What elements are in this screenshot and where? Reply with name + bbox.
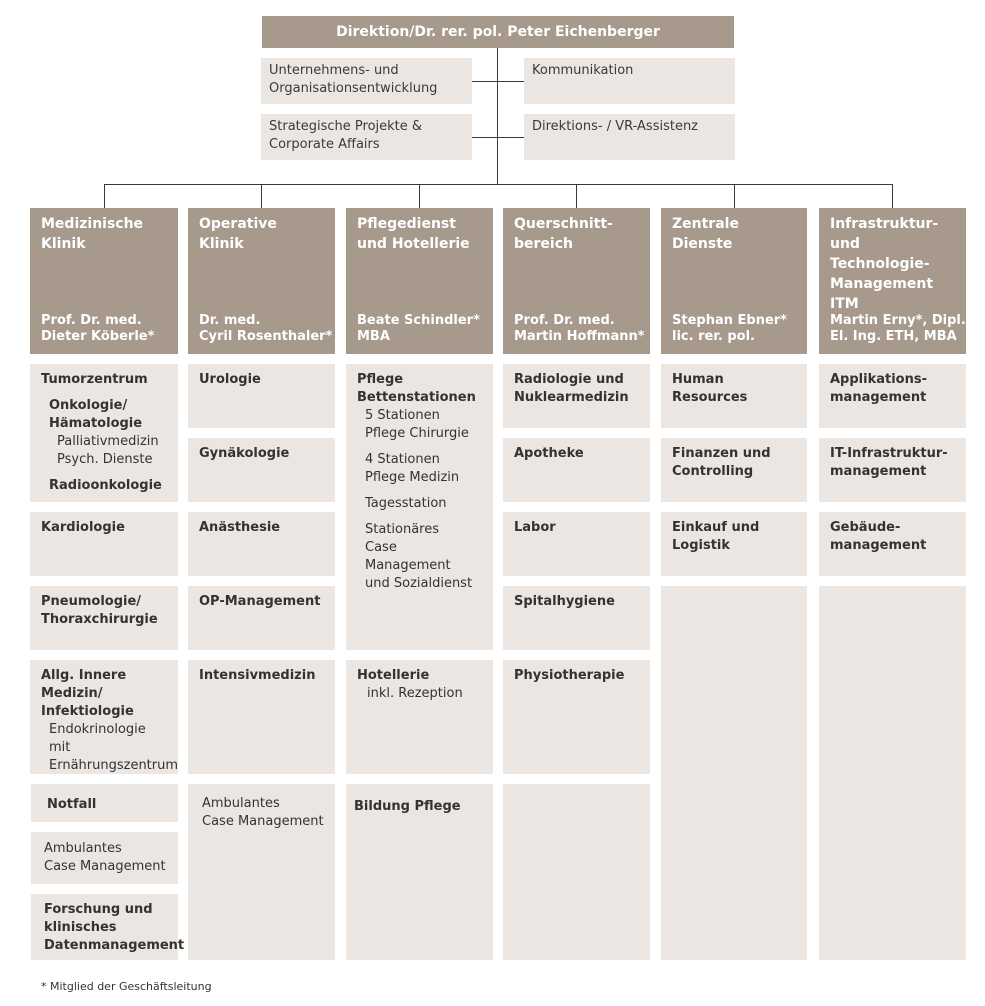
cell-pneumologie: Pneumologie/ Thoraxchirurgie bbox=[30, 586, 178, 650]
connector-staff-right-2 bbox=[498, 137, 524, 138]
cell-ambulantes-case-management-op: Ambulantes Case Management bbox=[188, 784, 335, 960]
header-title: Querschnitt- bereich bbox=[514, 216, 613, 252]
onkologie-label: Onkologie/ Hämatologie bbox=[49, 398, 143, 431]
connector-main-vertical bbox=[497, 48, 498, 185]
cell-applikationsmanagement: Applikations- management bbox=[819, 364, 966, 428]
cell-op-management: OP-Management bbox=[188, 586, 335, 650]
cell-pflege-bettenstationen bbox=[346, 364, 493, 650]
endokrinologie-label: Endokrinologie mit Ernährungszentrum bbox=[49, 722, 179, 773]
cell-empty-col6 bbox=[819, 586, 966, 960]
header-name: Stephan Ebner* lic. rer. pol. bbox=[672, 313, 787, 344]
header-querschnittbereich bbox=[503, 208, 650, 354]
header-itm bbox=[819, 208, 966, 354]
direktion-box bbox=[262, 16, 734, 48]
staff-direktions-assistenz: Direktions- / VR-Assistenz bbox=[524, 114, 735, 160]
header-pflegedienst bbox=[346, 208, 493, 354]
connector-staff-right-1 bbox=[498, 81, 524, 82]
hotellerie-label: Hotellerie bbox=[357, 668, 430, 683]
connector-horizontal bbox=[104, 184, 893, 185]
tagesstation-label: Tagesstation bbox=[365, 496, 447, 511]
cell-anaesthesie: Anästhesie bbox=[188, 512, 335, 576]
tumorzentrum-label: Tumorzentrum bbox=[41, 372, 148, 387]
header-name: Beate Schindler* MBA bbox=[357, 313, 480, 344]
cell-labor: Labor bbox=[503, 512, 650, 576]
cell-notfall: Notfall bbox=[31, 784, 178, 822]
pflege-label: Pflege Bettenstationen bbox=[357, 372, 476, 405]
connector-col-2 bbox=[261, 184, 262, 208]
cell-it-infrastruktur: IT-Infrastruktur- management bbox=[819, 438, 966, 502]
cell-ambulantes-case-management: Ambulantes Case Management bbox=[31, 832, 178, 884]
header-name: Prof. Dr. med. Martin Hoffmann* bbox=[514, 313, 645, 344]
header-zentrale-dienste bbox=[661, 208, 807, 354]
connector-col-1 bbox=[104, 184, 105, 208]
cell-urologie: Urologie bbox=[188, 364, 335, 428]
staff-kommunikation: Kommunikation bbox=[524, 58, 735, 104]
cell-empty-col5 bbox=[661, 586, 807, 960]
cell-kardiologie: Kardiologie bbox=[30, 512, 178, 576]
cell-radiologie: Radiologie und Nuklearmedizin bbox=[503, 364, 650, 428]
cell-human-resources: Human Resources bbox=[661, 364, 807, 428]
connector-staff-left-1 bbox=[472, 81, 497, 82]
radioonkologie-label: Radioonkologie bbox=[49, 478, 162, 493]
cell-gebaeudemanagement: Gebäude- management bbox=[819, 512, 966, 576]
cell-hotellerie bbox=[346, 660, 493, 774]
cell-gynaekologie: Gynäkologie bbox=[188, 438, 335, 502]
header-operative-klinik bbox=[188, 208, 335, 354]
cell-forschung: Forschung und klinisches Datenmanagement bbox=[31, 894, 178, 960]
stationaeres-case-management-label: Stationäres Case Management und Sozialdienst bbox=[365, 522, 473, 591]
cell-tumorzentrum bbox=[30, 364, 178, 502]
cell-apotheke: Apotheke bbox=[503, 438, 650, 502]
onkologie-sub-label: Palliativmedizin Psych. Dienste bbox=[57, 434, 159, 467]
connector-col-6 bbox=[892, 184, 893, 208]
cell-einkauf: Einkauf und Logistik bbox=[661, 512, 807, 576]
rezeption-label: inkl. Rezeption bbox=[367, 686, 463, 701]
header-medizinische-klinik bbox=[30, 208, 178, 354]
header-name: Prof. Dr. med. Dieter Köberle* bbox=[41, 313, 155, 344]
header-title: Zentrale Dienste bbox=[672, 216, 739, 252]
header-title: Infrastruktur- und Technologie- Management ITM bbox=[830, 216, 939, 312]
header-title: Pflegedienst und Hotellerie bbox=[357, 216, 470, 252]
cell-empty-col4 bbox=[503, 784, 650, 960]
stationen-chirurgie-label: 5 Stationen Pflege Chirurgie bbox=[365, 408, 469, 441]
connector-col-3 bbox=[419, 184, 420, 208]
connector-col-4 bbox=[576, 184, 577, 208]
cell-physiotherapie: Physiotherapie bbox=[503, 660, 650, 774]
cell-innere-medizin bbox=[30, 660, 178, 774]
footnote: * Mitglied der Geschäftsleitung bbox=[41, 980, 212, 993]
staff-unternehmensentwicklung: Unternehmens- und Organisationsentwicklung bbox=[261, 58, 472, 104]
header-title: Operative Klinik bbox=[199, 216, 277, 252]
staff-strategische-projekte: Strategische Projekte & Corporate Affairs bbox=[261, 114, 472, 160]
header-title: Medizinische Klinik bbox=[41, 216, 144, 252]
cell-finanzen: Finanzen und Controlling bbox=[661, 438, 807, 502]
connector-col-5 bbox=[734, 184, 735, 208]
cell-bildung-pflege: Bildung Pflege bbox=[346, 784, 493, 960]
header-name: Dr. med. Cyril Rosenthaler* bbox=[199, 313, 333, 344]
innere-medizin-label: Allg. Innere Medizin/ Infektiologie bbox=[41, 668, 134, 719]
cell-spitalhygiene: Spitalhygiene bbox=[503, 586, 650, 650]
header-name: Martin Erny*, Dipl. El. Ing. ETH, MBA bbox=[830, 313, 966, 344]
cell-intensivmedizin: Intensivmedizin bbox=[188, 660, 335, 774]
connector-staff-left-2 bbox=[472, 137, 497, 138]
direktion-title: Direktion/Dr. rer. pol. Peter Eichenberger bbox=[336, 24, 660, 40]
stationen-medizin-label: 4 Stationen Pflege Medizin bbox=[365, 452, 460, 485]
